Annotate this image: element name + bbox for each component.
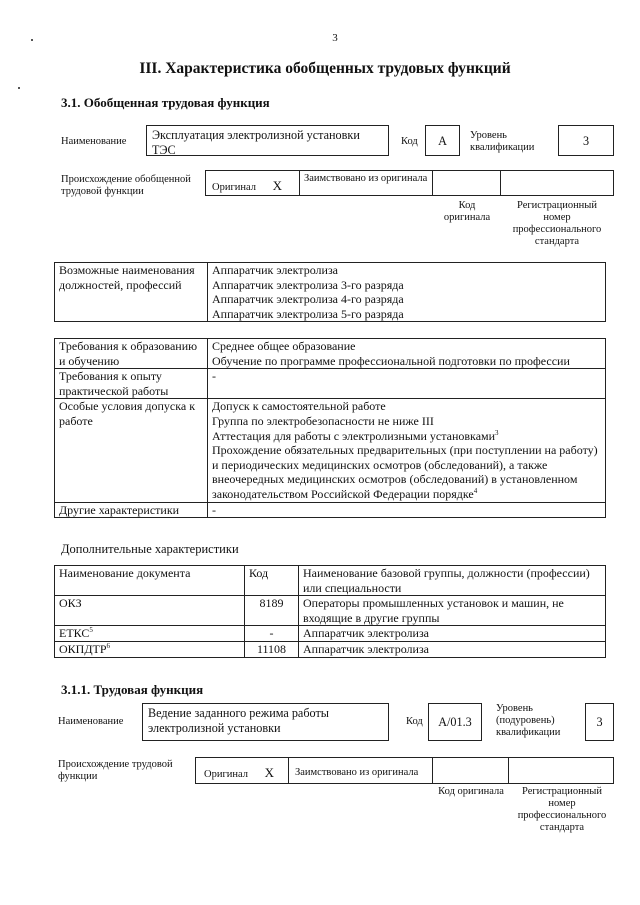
gtf-code-label: Код bbox=[401, 136, 418, 147]
position-item: Аппаратчик электролиза bbox=[212, 263, 339, 277]
scan-mark bbox=[18, 87, 20, 89]
tf-code-label: Код bbox=[406, 716, 423, 727]
experience-value: - bbox=[208, 369, 606, 399]
doc-name-text: ЕТКС bbox=[59, 626, 90, 641]
table-row bbox=[55, 596, 606, 626]
requirements-table bbox=[54, 338, 606, 518]
tf-level-label: Уровень (подуровень) квалификации bbox=[496, 703, 561, 738]
positions-table bbox=[54, 262, 606, 322]
experience-label: Требования к опыту практической работы bbox=[55, 369, 208, 399]
tf-original-cell bbox=[195, 757, 289, 784]
doc-name-text: ОКПДТР bbox=[59, 641, 107, 656]
tf-code-field bbox=[428, 703, 482, 741]
header-group: Наименование базовой группы, должности (профессии) или специальности bbox=[299, 566, 606, 596]
other-row bbox=[55, 502, 606, 518]
tf-borrowed-cell bbox=[288, 757, 433, 784]
gtf-level-label: Уровень квалификации bbox=[470, 130, 535, 153]
gtf-code-original-cell bbox=[432, 170, 501, 196]
header-doc: Наименование документа bbox=[55, 566, 245, 596]
doc-name bbox=[55, 626, 245, 642]
tf-heading: 3.1.1. Трудовая функция bbox=[61, 682, 204, 697]
doc-name bbox=[55, 641, 245, 657]
special-line: Допуск к самостоятельной работе bbox=[212, 399, 386, 414]
special-line: Группа по электробезопасности не ниже III bbox=[212, 413, 434, 428]
education-value bbox=[208, 339, 606, 369]
gtf-name-label: Наименование bbox=[61, 136, 127, 147]
section-title: III. Характеристика обобщенных трудовых функций bbox=[139, 60, 511, 77]
footnote-ref: 3 bbox=[495, 428, 499, 437]
gtf-code-field bbox=[425, 125, 460, 156]
special-line bbox=[212, 429, 601, 444]
tf-name-value: Ведение заданного режима работы электролизной установки bbox=[148, 706, 329, 735]
gtf-original-mark: X bbox=[272, 178, 283, 193]
gtf-level-field bbox=[558, 125, 614, 156]
doc-group: Операторы промышленных установок и машин, не входящие в другие группы bbox=[299, 596, 606, 626]
doc-code: - bbox=[245, 626, 299, 642]
gtf-code-value: А bbox=[438, 134, 447, 148]
doc-name bbox=[55, 596, 245, 626]
tf-original-label: Оригинал bbox=[204, 769, 248, 780]
tf-reg-number-cell bbox=[508, 757, 614, 784]
gtf-borrowed-label: Заимствовано из оригинала bbox=[304, 173, 428, 184]
gtf-name-value: Эксплуатация электролизной установки ТЭС bbox=[152, 128, 360, 157]
gtf-borrowed-cell bbox=[299, 170, 433, 196]
footnote-ref: 5 bbox=[89, 626, 93, 635]
tf-name-label: Наименование bbox=[58, 716, 124, 727]
gtf-name-field bbox=[146, 125, 389, 156]
page-number: 3 bbox=[332, 32, 338, 44]
gtf-reg-number-cell bbox=[500, 170, 614, 196]
position-item: Аппаратчик электролиза 4-го разряда bbox=[212, 292, 404, 307]
education-line: Среднее общее образование bbox=[212, 339, 356, 353]
additional-title: Дополнительные характеристики bbox=[61, 542, 239, 556]
experience-row bbox=[55, 369, 606, 399]
doc-name-text: ОКЗ bbox=[59, 596, 82, 611]
special-row bbox=[55, 399, 606, 502]
gtf-original-cell bbox=[205, 170, 300, 196]
tf-original-mark: X bbox=[264, 765, 275, 780]
special-label: Особые условия допуска к работе bbox=[55, 399, 208, 502]
tf-code-value: А/01.3 bbox=[438, 715, 472, 729]
special-line-text: Прохождение обязательных предварительных (при поступлении на работу) и периодических медицинских осмотров (обследований), а также внеочередных медицинских осмотров (обследований) в установленном законодательством Российской Федерации порядке bbox=[212, 443, 598, 501]
table-row bbox=[55, 626, 606, 642]
tf-origin-label: Происхождение трудовой функции bbox=[58, 759, 173, 782]
gtf-original-label: Оригинал bbox=[212, 182, 256, 193]
tf-level-value: 3 bbox=[596, 715, 603, 729]
tf-code-original-cell bbox=[432, 757, 509, 784]
positions-list bbox=[208, 263, 606, 322]
tf-name-field bbox=[142, 703, 389, 741]
doc-code: 8189 bbox=[245, 596, 299, 626]
doc-group: Аппаратчик электролиза bbox=[299, 641, 606, 657]
tf-reg-number-caption: Регистрационный номер профессионального стандарта bbox=[517, 786, 607, 833]
special-value bbox=[208, 399, 606, 502]
education-row bbox=[55, 339, 606, 369]
other-label: Другие характеристики bbox=[55, 502, 208, 518]
special-line-text: Аттестация для работы с электролизными установками bbox=[212, 428, 496, 443]
special-line bbox=[212, 443, 601, 501]
doc-code: 11108 bbox=[245, 641, 299, 657]
tf-borrowed-label: Заимствовано из оригинала bbox=[295, 767, 419, 778]
doc-group: Аппаратчик электролиза bbox=[299, 626, 606, 642]
header-code: Код bbox=[245, 566, 299, 596]
tf-code-original-caption: Код оригинала bbox=[438, 786, 504, 797]
tf-level-field bbox=[585, 703, 614, 741]
gtf-origin-label: Происхождение обобщенной трудовой функции bbox=[61, 174, 191, 197]
position-item: Аппаратчик электролиза 3-го разряда bbox=[212, 277, 404, 292]
position-item: Аппаратчик электролиза 5-го разряда bbox=[212, 306, 404, 321]
gtf-code-original-caption: Код оригинала bbox=[443, 200, 491, 223]
education-label: Требования к образованию и обучению bbox=[55, 339, 208, 369]
footnote-ref: 6 bbox=[106, 641, 111, 650]
footnote-ref: 4 bbox=[473, 486, 478, 495]
gtf-reg-number-caption: Регистрационный номер профессионального стандарта bbox=[512, 200, 602, 247]
additional-table bbox=[54, 565, 606, 658]
additional-header-row bbox=[55, 566, 606, 596]
gtf-level-value: 3 bbox=[582, 134, 590, 148]
table-row bbox=[55, 641, 606, 657]
education-line: Обучение по программе профессиональной подготовки по профессии bbox=[212, 353, 570, 368]
other-value: - bbox=[208, 502, 606, 518]
positions-label: Возможные наименования должностей, профессий bbox=[55, 263, 208, 322]
gtf-heading: 3.1. Обобщенная трудовая функция bbox=[61, 95, 270, 110]
